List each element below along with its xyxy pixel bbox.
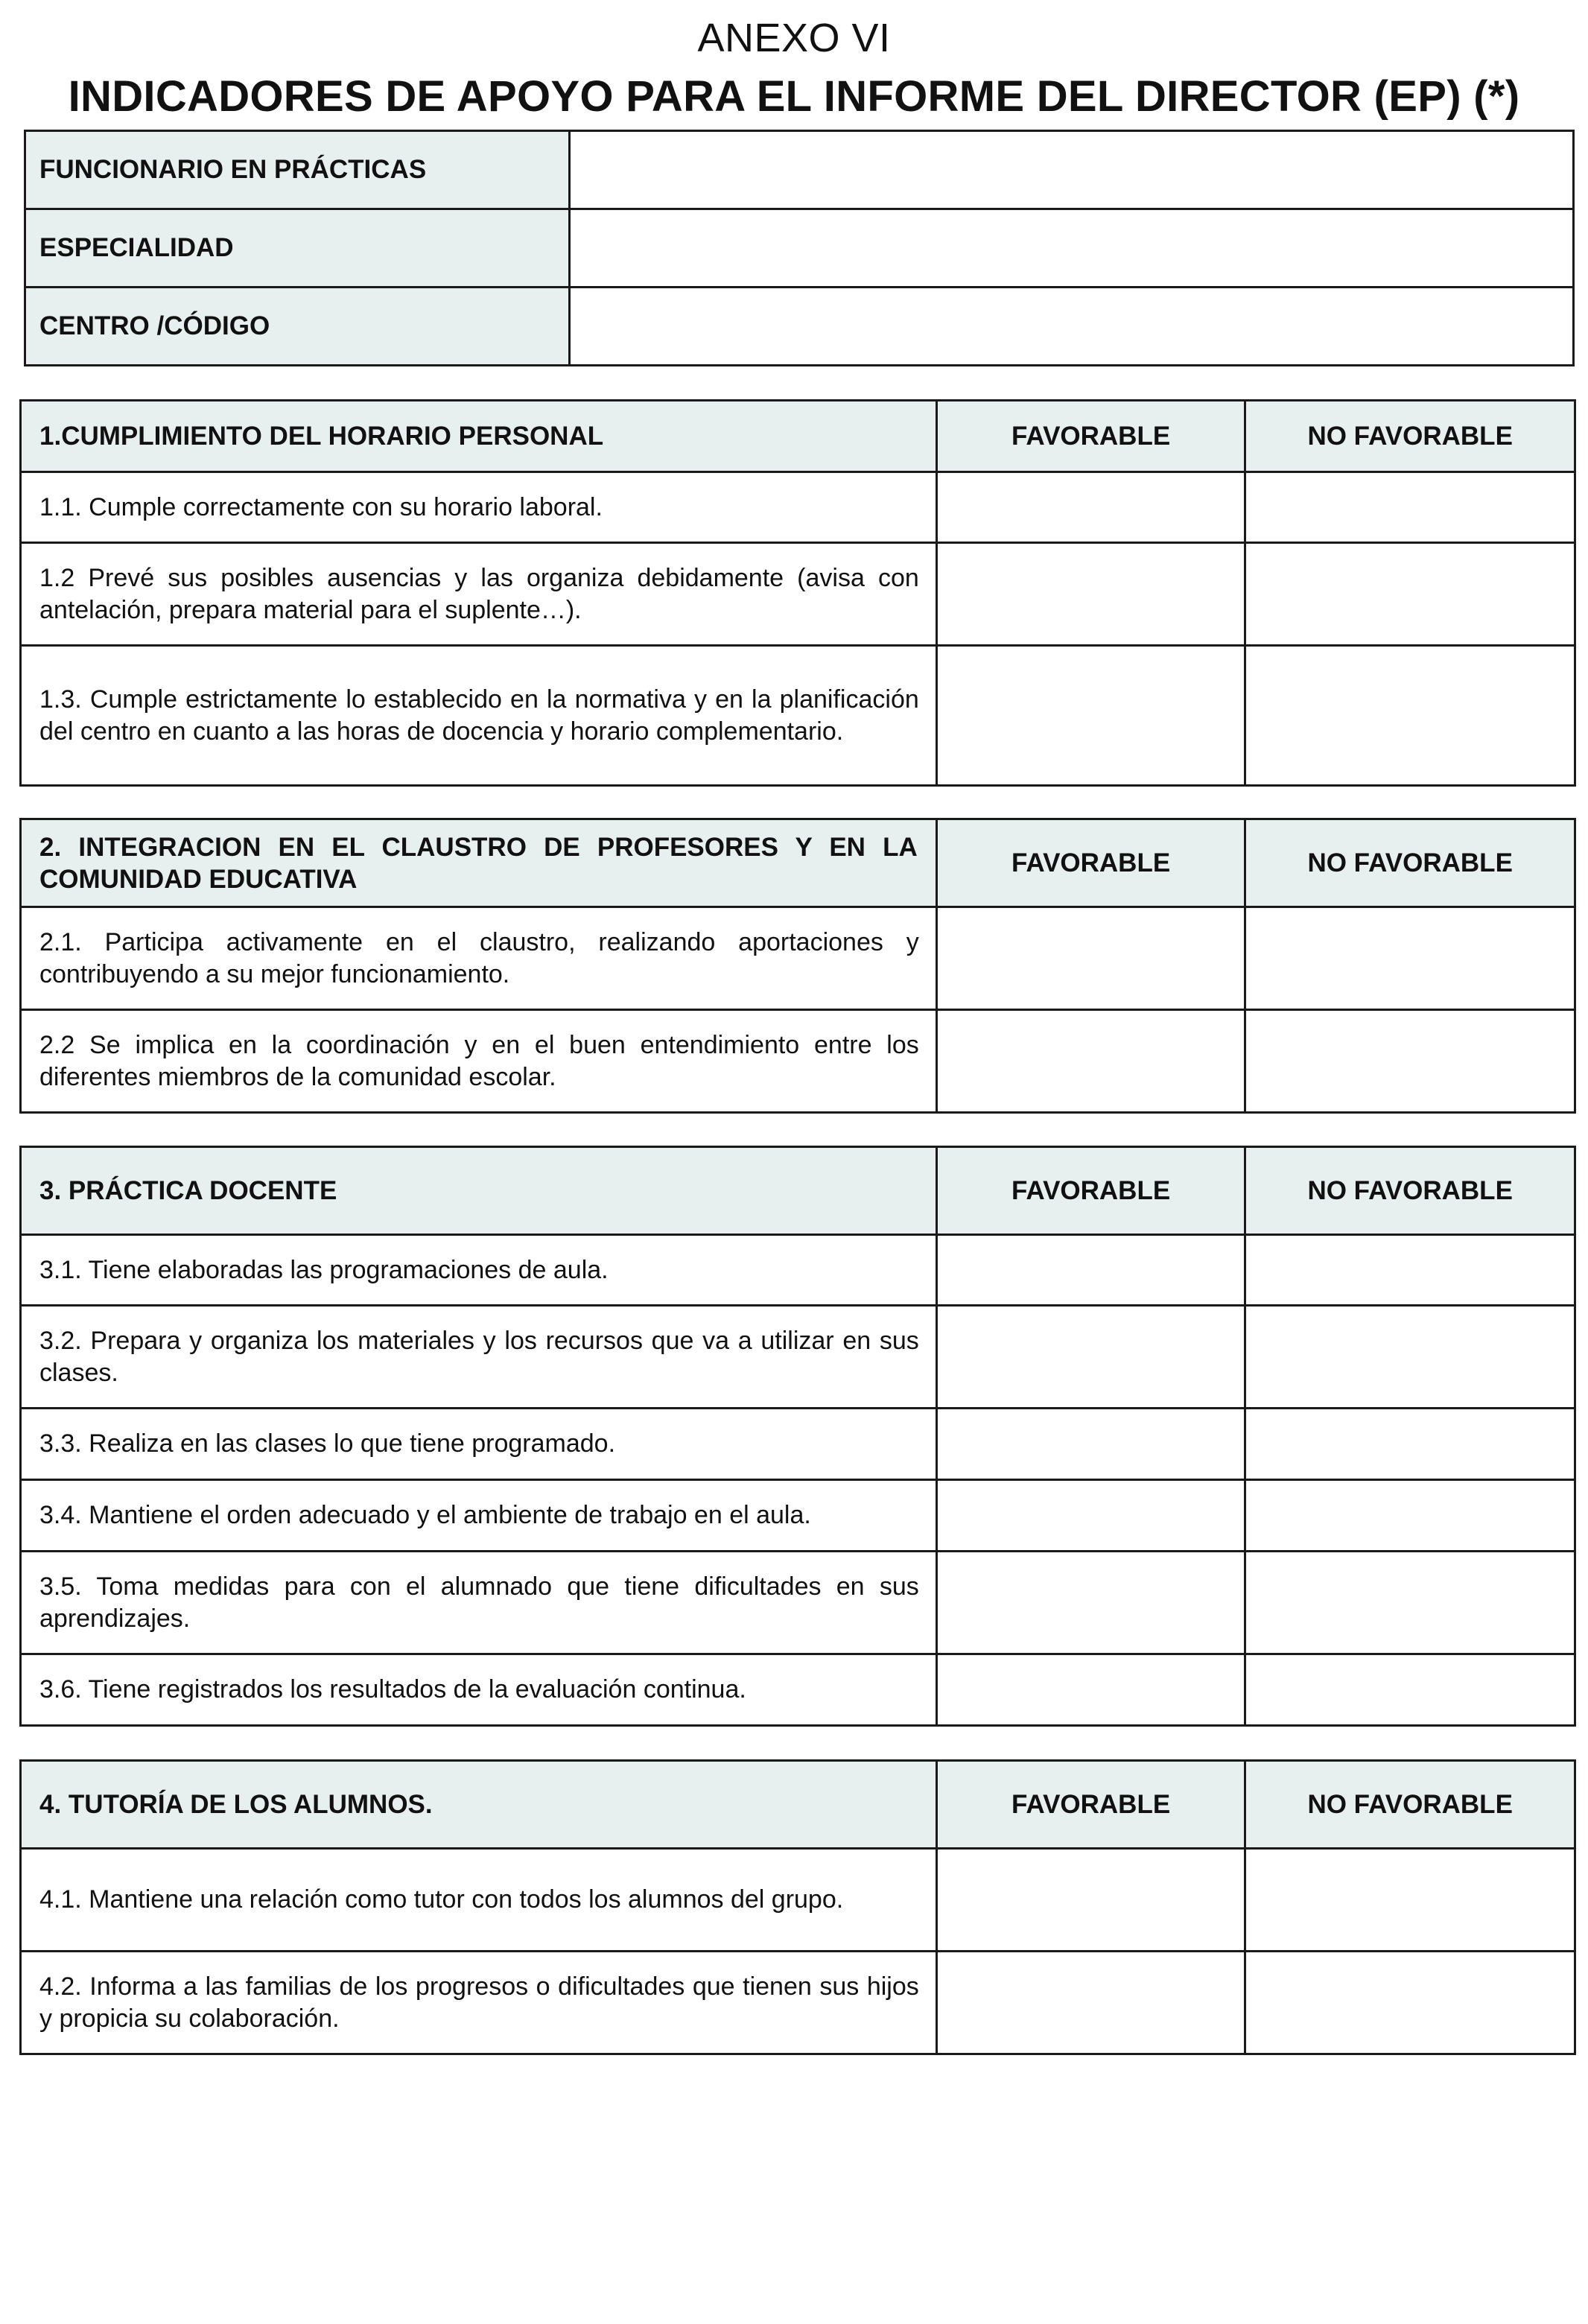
section-header-row [21, 819, 1575, 907]
favorable-cell[interactable] [936, 1480, 1245, 1552]
table-row [21, 1552, 1575, 1654]
favorable-column-header: FAVORABLE [936, 1761, 1245, 1849]
favorable-cell[interactable] [936, 543, 1245, 646]
trainee-info-table [24, 130, 1575, 366]
table-row [21, 907, 1575, 1010]
info-label-especialidad: ESPECIALIDAD [25, 209, 570, 288]
indicator-text: 3.2. Prepara y organiza los materiales y los recursos que va a utilizar en sus clases. [21, 1306, 937, 1409]
table-row [21, 1409, 1575, 1480]
favorable-cell[interactable] [936, 1235, 1245, 1306]
document-title: INDICADORES DE APOYO PARA EL INFORME DEL DIRECTOR (EP) (*) [68, 72, 1520, 121]
favorable-cell[interactable] [936, 646, 1245, 786]
indicator-text: 4.2. Informa a las familias de los progresos o dificultades que tienen sus hijos y propicia su colaboración. [21, 1952, 937, 2054]
indicator-text: 3.6. Tiene registrados los resultados de la evaluación continua. [21, 1654, 937, 1726]
no-favorable-cell[interactable] [1245, 1952, 1575, 2054]
no-favorable-cell[interactable] [1245, 1552, 1575, 1654]
favorable-cell[interactable] [936, 1552, 1245, 1654]
no-favorable-cell[interactable] [1245, 1654, 1575, 1726]
info-field-centro[interactable] [570, 288, 1574, 366]
indicator-text: 1.3. Cumple estrictamente lo establecido en la normativa y en la planificación del centro en cuanto a las horas de docencia y horario complementario. [21, 646, 937, 786]
table-row [21, 1480, 1575, 1552]
annex-title: ANEXO VI [697, 16, 891, 60]
info-field-funcionario[interactable] [570, 131, 1574, 209]
indicator-text: 3.3. Realiza en las clases lo que tiene programado. [21, 1409, 937, 1480]
no-favorable-column-header: NO FAVORABLE [1245, 1761, 1575, 1849]
favorable-cell[interactable] [936, 1409, 1245, 1480]
indicator-text: 4.1. Mantiene una relación como tutor con todos los alumnos del grupo. [21, 1849, 937, 1952]
favorable-cell[interactable] [936, 472, 1245, 543]
no-favorable-cell[interactable] [1245, 1306, 1575, 1409]
section-3-table [19, 1146, 1576, 1727]
no-favorable-cell[interactable] [1245, 1849, 1575, 1952]
info-label-centro: CENTRO /CÓDIGO [25, 288, 570, 366]
section-1-table [19, 399, 1576, 787]
no-favorable-cell[interactable] [1245, 1480, 1575, 1552]
favorable-cell[interactable] [936, 1849, 1245, 1952]
no-favorable-cell[interactable] [1245, 1409, 1575, 1480]
favorable-cell[interactable] [936, 1654, 1245, 1726]
table-row [21, 1010, 1575, 1113]
section-1-heading: 1.CUMPLIMIENTO DEL HORARIO PERSONAL [21, 401, 937, 472]
no-favorable-cell[interactable] [1245, 1010, 1575, 1113]
favorable-cell[interactable] [936, 907, 1245, 1010]
table-row [21, 1654, 1575, 1726]
indicator-text: 1.1. Cumple correctamente con su horario laboral. [21, 472, 937, 543]
section-header-row [21, 1147, 1575, 1235]
favorable-cell[interactable] [936, 1952, 1245, 2054]
favorable-column-header: FAVORABLE [936, 819, 1245, 907]
no-favorable-cell[interactable] [1245, 646, 1575, 786]
no-favorable-column-header: NO FAVORABLE [1245, 1147, 1575, 1235]
section-header-row [21, 1761, 1575, 1849]
section-3-heading: 3. PRÁCTICA DOCENTE [21, 1147, 937, 1235]
section-4-table [19, 1759, 1576, 2055]
indicator-text: 2.2 Se implica en la coordinación y en el buen entendimiento entre los diferentes miembros de la comunidad escolar. [21, 1010, 937, 1113]
indicator-text: 2.1. Participa activamente en el claustro, realizando aportaciones y contribuyendo a su mejor funcionamiento. [21, 907, 937, 1010]
favorable-cell[interactable] [936, 1010, 1245, 1113]
no-favorable-cell[interactable] [1245, 543, 1575, 646]
favorable-column-header: FAVORABLE [936, 401, 1245, 472]
table-row [21, 543, 1575, 646]
indicator-text: 1.2 Prevé sus posibles ausencias y las organiza debidamente (avisa con antelación, prepara material para el suplente…). [21, 543, 937, 646]
section-2-table [19, 818, 1576, 1114]
indicator-text: 3.1. Tiene elaboradas las programaciones de aula. [21, 1235, 937, 1306]
info-field-especialidad[interactable] [570, 209, 1574, 288]
info-row-especialidad [25, 209, 1574, 288]
indicator-text: 3.4. Mantiene el orden adecuado y el ambiente de trabajo en el aula. [21, 1480, 937, 1552]
section-4-heading: 4. TUTORÍA DE LOS ALUMNOS. [21, 1761, 937, 1849]
table-row [21, 1849, 1575, 1952]
no-favorable-cell[interactable] [1245, 907, 1575, 1010]
favorable-column-header: FAVORABLE [936, 1147, 1245, 1235]
info-row-funcionario [25, 131, 1574, 209]
no-favorable-column-header: NO FAVORABLE [1245, 401, 1575, 472]
no-favorable-cell[interactable] [1245, 472, 1575, 543]
info-row-centro [25, 288, 1574, 366]
indicator-text: 3.5. Toma medidas para con el alumnado que tiene dificultades en sus aprendizajes. [21, 1552, 937, 1654]
table-row [21, 472, 1575, 543]
info-label-funcionario: FUNCIONARIO EN PRÁCTICAS [25, 131, 570, 209]
favorable-cell[interactable] [936, 1306, 1245, 1409]
no-favorable-column-header: NO FAVORABLE [1245, 819, 1575, 907]
section-2-heading: 2. INTEGRACION EN EL CLAUSTRO DE PROFESORES Y EN LA COMUNIDAD EDUCATIVA [21, 819, 937, 907]
no-favorable-cell[interactable] [1245, 1235, 1575, 1306]
section-header-row [21, 401, 1575, 472]
table-row [21, 1952, 1575, 2054]
table-row [21, 646, 1575, 786]
table-row [21, 1235, 1575, 1306]
table-row [21, 1306, 1575, 1409]
